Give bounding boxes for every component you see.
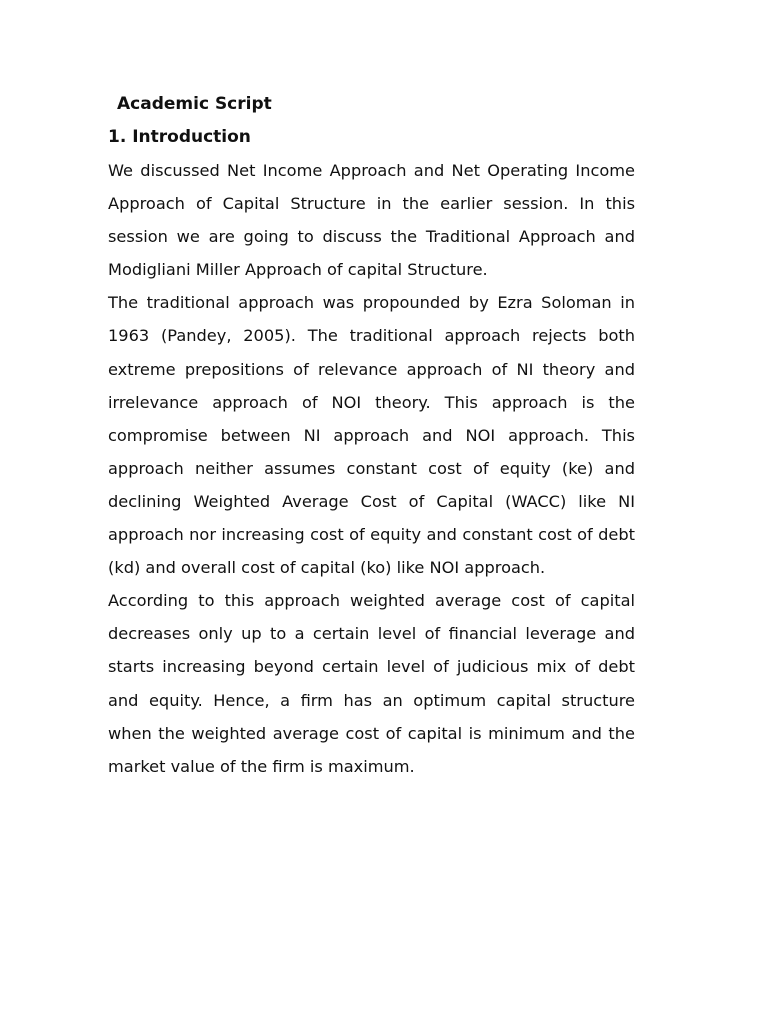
paragraph-2: The traditional approach was propounded by Ezra Soloman in 1963 (Pandey, 2005). The traditional approach rejects both extreme prepositions of relevance approach of NI theory and irrelevance approach of NOI theory. This approach is the compromise between NI approach and NOI approach. This approach neither assumes constant cost of equity (ke) and declining Weighted Average Cost of Capital (WACC) like NI approach nor increasing cost of equity and constant cost of debt (kd) and overall cost of capital (ko) like NOI approach. — [108, 293, 635, 578]
document-body — [108, 90, 635, 783]
section-heading-introduction: 1. Introduction — [108, 127, 251, 147]
document-title: Academic Script — [117, 94, 272, 114]
paragraph-1: We discussed Net Income Approach and Net Operating Income Approach of Capital Structure in the earlier session. In this session we are going to discuss the Traditional Approach and Modigliani Miller Approach of capital Structure. — [108, 161, 635, 280]
paragraph-3: According to this approach weighted average cost of capital decreases only up to a certain level of financial leverage and starts increasing beyond certain level of judicious mix of debt and equity. Hence, a firm has an optimum capital structure when the weighted average cost of capital is minimum and the market value of the firm is maximum. — [108, 591, 635, 776]
